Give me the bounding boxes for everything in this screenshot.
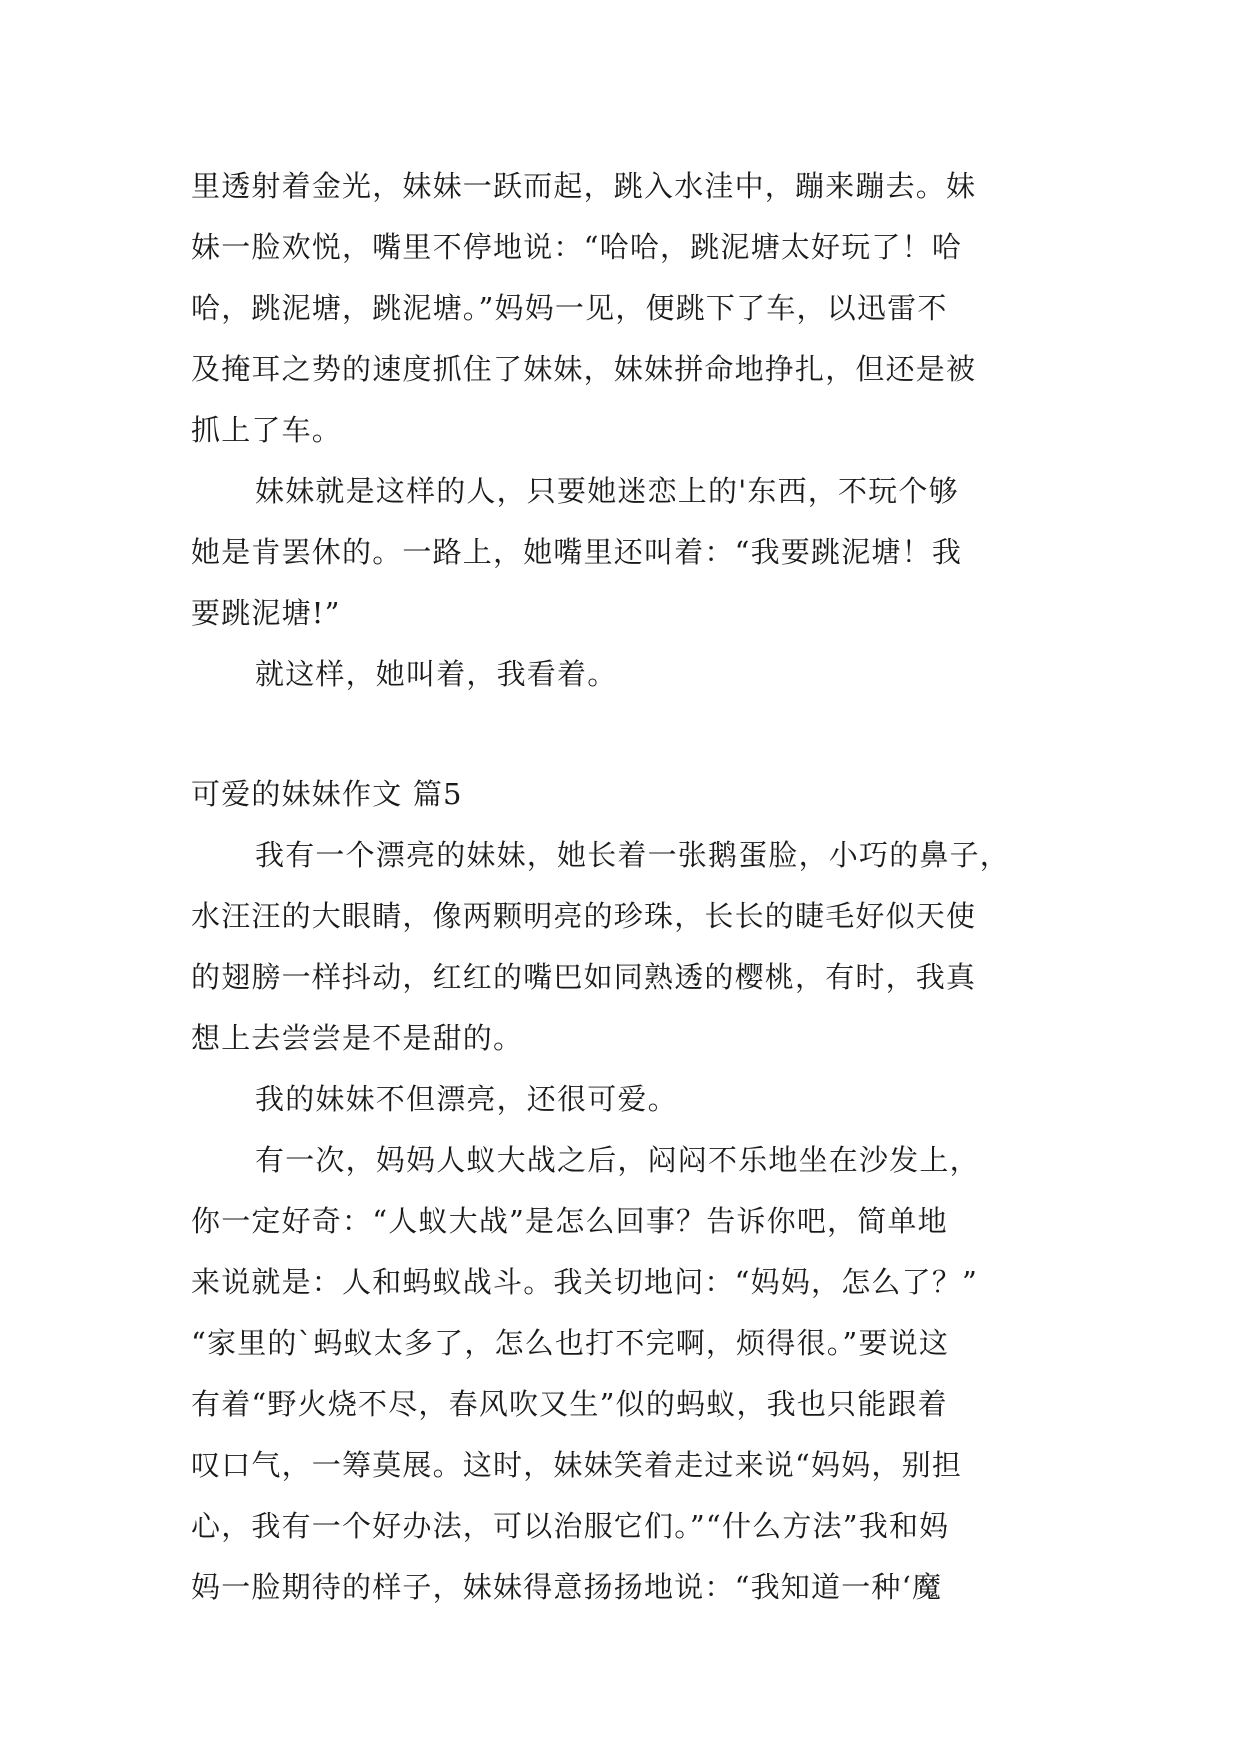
paragraph-line: 想上去尝尝是不是甜的。: [191, 1021, 524, 1055]
paragraph-line: 有着“野火烧不尽，春风吹又生”似的蚂蚁，我也只能跟着: [191, 1387, 948, 1421]
paragraph-line: 你一定好奇：“人蚁大战”是怎么回事？告诉你吧，简单地: [191, 1204, 948, 1238]
paragraph-line: 水汪汪的大眼睛，像两颗明亮的珍珠，长长的睫毛好似天使: [191, 899, 977, 933]
essay-section-4: [191, 156, 1091, 705]
paragraph-line: 心，我有一个好办法，可以治服它们。”“什么方法”我和妈: [191, 1509, 950, 1543]
paragraph-line: 妹一脸欢悦，嘴里不停地说：“哈哈，跳泥塘太好玩了！哈: [191, 230, 963, 264]
essay-section-5: [191, 764, 1091, 1618]
paragraph-line: 抓上了车。: [191, 413, 343, 447]
paragraph-line: 的翅膀一样抖动，红红的嘴巴如同熟透的樱桃，有时，我真: [191, 960, 977, 994]
paragraph-line: “家里的`蚂蚁太多了，怎么也打不完啊，烦得很。”要说这: [191, 1326, 950, 1360]
paragraph-line: 妹妹就是这样的人，只要她迷恋上的'东西，不玩个够: [255, 474, 959, 508]
paragraph-line: 来说就是：人和蚂蚁战斗。我关切地问：“妈妈，怎么了？”: [191, 1265, 979, 1299]
paragraph-line: 哈，跳泥塘，跳泥塘。”妈妈一见，便跳下了车，以迅雷不: [191, 291, 948, 325]
paragraph-line: 我有一个漂亮的妹妹，她长着一张鹅蛋脸，小巧的鼻子，: [255, 838, 1011, 872]
paragraph-line: 要跳泥塘!”: [191, 596, 341, 630]
section-spacer: [191, 705, 1091, 764]
section-heading: 可爱的妹妹作文 篇5: [191, 777, 463, 811]
paragraph-line: 就这样，她叫着，我看着。: [255, 657, 618, 691]
paragraph-line: 及掩耳之势的速度抓住了妹妹，妹妹拼命地挣扎，但还是被: [191, 352, 977, 386]
paragraph-line: 里透射着金光，妹妹一跃而起，跳入水洼中，蹦来蹦去。妹: [191, 169, 977, 203]
document-body: [191, 156, 1091, 1618]
paragraph-line: 妈一脸期待的样子，妹妹得意扬扬地说：“我知道一种‘魔: [191, 1570, 943, 1604]
paragraph-line: 我的妹妹不但漂亮，还很可爱。: [255, 1082, 678, 1116]
paragraph-line: 叹口气，一筹莫展。这时，妹妹笑着走过来说“妈妈，别担: [191, 1448, 963, 1482]
paragraph-line: 她是肯罢休的。一路上，她嘴里还叫着：“我要跳泥塘！我: [191, 535, 963, 569]
paragraph-line: 有一次，妈妈人蚁大战之后，闷闷不乐地坐在沙发上，: [255, 1143, 980, 1177]
